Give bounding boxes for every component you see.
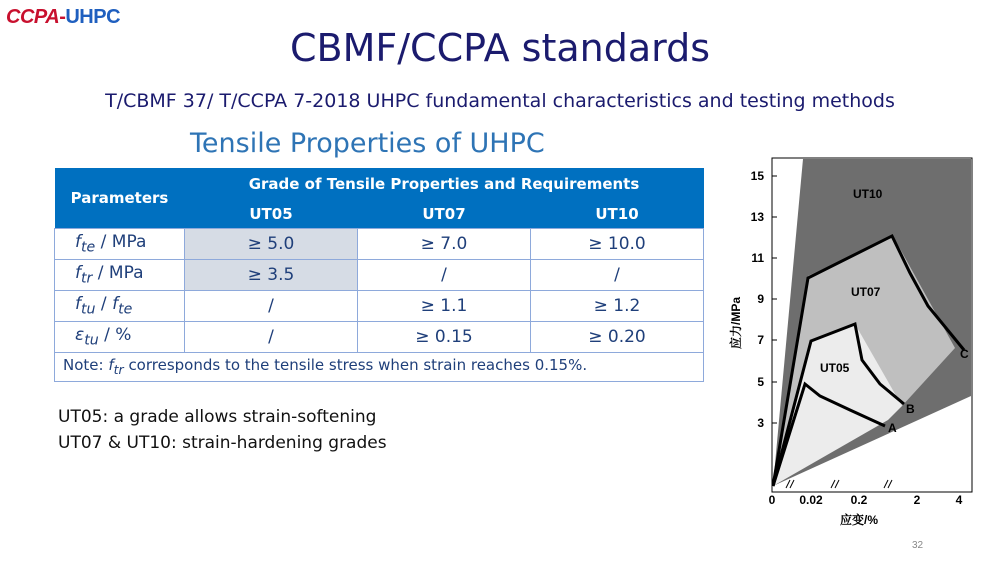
table-row xyxy=(55,228,704,259)
y-tick-label: 3 xyxy=(757,416,764,430)
page-number: 32 xyxy=(912,540,924,551)
note-line: UT07 & UT10: strain-hardening grades xyxy=(58,433,387,453)
slide-subtitle: T/CBMF 37/ T/CCPA 7-2018 UHPC fundamental characteristics and testing methods xyxy=(105,90,895,112)
value-cell: ≥ 3.5 xyxy=(185,259,358,290)
x-axis-label: 应变/% xyxy=(839,513,879,527)
value-cell: / xyxy=(358,259,531,290)
value-cell: ≥ 1.1 xyxy=(358,290,531,321)
table-row xyxy=(55,290,704,321)
grade-header: UT05 xyxy=(185,200,358,228)
y-tick-label: 5 xyxy=(757,375,764,389)
y-tick-label: 7 xyxy=(757,333,764,347)
region-label-ut07: UT07 xyxy=(851,285,881,299)
table-header-row xyxy=(55,168,704,200)
value-cell: ≥ 0.20 xyxy=(531,321,704,352)
curve-label-a: A xyxy=(888,421,897,435)
region-label-ut05: UT05 xyxy=(820,361,850,375)
table-title: Tensile Properties of UHPC xyxy=(190,128,545,159)
grade-header: UT07 xyxy=(358,200,531,228)
value-cell: ≥ 0.15 xyxy=(358,321,531,352)
tensile-properties-table xyxy=(54,168,704,382)
table-row xyxy=(55,259,704,290)
table-row xyxy=(55,321,704,352)
x-tick-label: 4 xyxy=(955,493,963,507)
x-tick-label: 2 xyxy=(913,493,921,507)
x-tick-label: 0.02 xyxy=(799,493,823,507)
value-cell: ≥ 1.2 xyxy=(531,290,704,321)
value-cell: / xyxy=(185,290,358,321)
region-label-ut10: UT10 xyxy=(853,187,883,201)
y-axis-label: 应力/MPa xyxy=(729,296,743,350)
parameter-cell: $f_{tr}$ / MPa xyxy=(55,259,185,290)
grade-group-header: Grade of Tensile Properties and Requirements xyxy=(185,168,704,200)
curve-label-b: B xyxy=(906,402,915,416)
value-cell: ≥ 5.0 xyxy=(185,228,358,259)
grade-notes xyxy=(58,404,387,456)
value-cell: / xyxy=(185,321,358,352)
grade-header: UT10 xyxy=(531,200,704,228)
y-tick-label: 13 xyxy=(750,210,764,224)
value-cell: / xyxy=(531,259,704,290)
stress-strain-figure xyxy=(720,148,990,533)
table-note: Note: $f_{tr}$ corresponds to the tensile stress when strain reaches 0.15%. xyxy=(55,352,704,381)
y-tick-label: 9 xyxy=(757,292,764,306)
logo-dash: - xyxy=(59,6,66,28)
parameter-cell: $f_{te}$ / MPa xyxy=(55,228,185,259)
slide-title: CBMF/CCPA standards xyxy=(289,26,711,70)
table-note-row xyxy=(55,352,704,381)
parameter-cell: $f_{tu} / f_{te}$ xyxy=(55,290,185,321)
parameter-cell: $\varepsilon_{tu}$ / % xyxy=(55,321,185,352)
logo-ccpa: CCPA xyxy=(6,6,60,28)
value-cell: ≥ 10.0 xyxy=(531,228,704,259)
y-tick-label: 15 xyxy=(750,169,764,183)
y-tick-label: 11 xyxy=(751,251,764,265)
curve-label-c: C xyxy=(960,347,969,361)
logo-uhpc: UHPC xyxy=(65,6,121,28)
x-tick-label: 0.2 xyxy=(850,493,868,507)
parameters-header: Parameters xyxy=(55,168,185,228)
note-line: UT05: a grade allows strain-softening xyxy=(58,407,377,427)
value-cell: ≥ 7.0 xyxy=(358,228,531,259)
x-tick-label: 0 xyxy=(768,493,776,507)
